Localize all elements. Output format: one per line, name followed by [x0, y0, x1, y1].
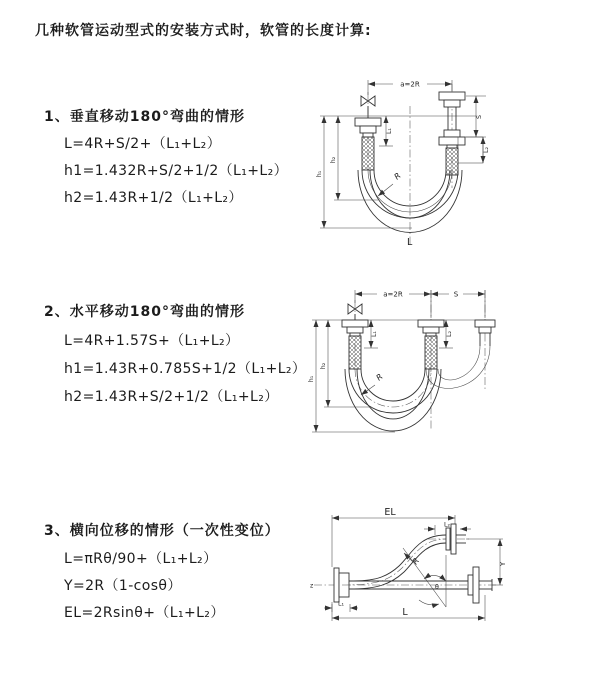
- dim-label-h2: h₂: [320, 362, 327, 370]
- section-3-formula-EL: EL=2Rsinθ+（L₁+L₂）: [64, 605, 225, 621]
- dim-label-l2: L₂: [443, 521, 451, 529]
- dim-label-l1: L₁: [386, 127, 393, 135]
- axis-mark-label: z: [310, 582, 314, 590]
- dim-label-el: EL: [384, 507, 396, 518]
- section-1-formula-h1: h1=1.432R+S/2+1/2（L₁+L₂）: [64, 163, 288, 179]
- diagram-vertical-bend: [300, 70, 590, 260]
- u-bend-hose: [345, 369, 441, 431]
- angle-label: θ: [435, 584, 439, 591]
- dim-label-h1: h₁: [316, 170, 323, 178]
- section-2-heading: 2、水平移动180°弯曲的情形: [44, 304, 245, 320]
- middle-flange: [418, 320, 444, 336]
- left-flange: [342, 320, 368, 336]
- right-flange-phantom: [475, 320, 495, 346]
- section-1-formula-h2: h2=1.43R+1/2（L₁+L₂）: [64, 190, 243, 206]
- page-title: 几种软管运动型式的安装方式时，软管的长度计算:: [35, 23, 372, 39]
- dim-label-h2: h₂: [330, 156, 337, 164]
- left-braided-hose: [349, 336, 361, 369]
- dim-label-s: S: [453, 290, 459, 299]
- dim-label-l: L: [402, 607, 408, 618]
- dim-label-a2r: a=2R: [383, 290, 403, 299]
- dim-label-l1: L₁: [371, 330, 378, 338]
- radius-label: R: [374, 372, 385, 383]
- section-3-formula-L: L=πRθ/90+（L₁+L₂）: [64, 551, 218, 567]
- length-label: L: [407, 237, 413, 248]
- dim-label-a2r: a=2R: [400, 80, 420, 89]
- radius-label: R: [392, 171, 403, 182]
- right-lower-flange: [439, 130, 465, 148]
- left-flange: [355, 118, 381, 137]
- dim-label-y: Y: [499, 561, 507, 567]
- section-2-formula-L: L=4R+1.57S+（L₁+L₂）: [64, 333, 240, 349]
- radius-label: R: [410, 556, 422, 567]
- diagram-lateral-displacement: [300, 505, 600, 650]
- dim-label-h1: h₁: [308, 375, 315, 383]
- left-braided-hose: [362, 137, 374, 170]
- section-1-formula-L: L=4R+S/2+（L₁+L₂）: [64, 136, 222, 152]
- dim-label-s: S: [476, 115, 483, 119]
- section-3-heading: 3、横向位移的情形（一次性变位）: [44, 523, 280, 539]
- middle-braided-hose: [425, 336, 437, 369]
- dim-label-l1: L₁: [337, 600, 345, 608]
- angle-construction: [403, 548, 446, 607]
- section-2-formula-h2: h2=1.43R+S/2+1/2（L₁+L₂）: [64, 389, 279, 405]
- right-upper-flange: [428, 521, 470, 554]
- section-2-formula-h1: h1=1.43R+0.785S+1/2（L₁+L₂）: [64, 361, 307, 377]
- section-1-heading: 1、垂直移动180°弯曲的情形: [44, 109, 245, 125]
- dim-label-l2: L₂: [446, 330, 453, 338]
- dim-label-l2: L₂: [483, 146, 490, 154]
- section-3-formula-Y: Y=2R（1-cosθ）: [64, 578, 182, 594]
- diagram-horizontal-bend: [298, 280, 590, 475]
